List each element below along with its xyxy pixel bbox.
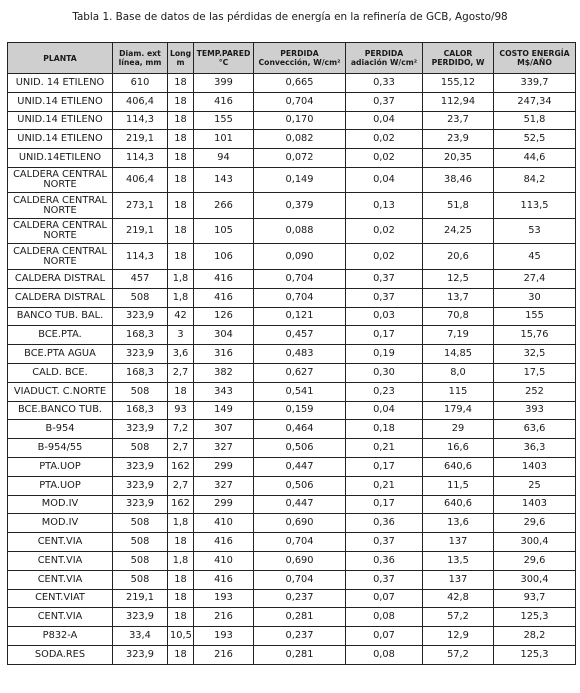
diametro-cell: 406,4 — [113, 167, 168, 193]
temp-pared-cell: 126 — [194, 307, 254, 326]
temp-pared-cell: 416 — [194, 92, 254, 111]
table-row — [8, 457, 576, 476]
longitud-cell: 1,8 — [168, 514, 194, 533]
calor-perdido-cell: 137 — [423, 570, 494, 589]
table-row — [8, 74, 576, 93]
longitud-cell: 42 — [168, 307, 194, 326]
longitud-cell: 1,8 — [168, 269, 194, 288]
perdida-radiacion-cell: 0,17 — [346, 326, 423, 345]
perdida-conveccion-cell: 0,090 — [254, 244, 346, 270]
perdida-radiacion-cell: 0,02 — [346, 244, 423, 270]
perdida-radiacion-cell: 0,36 — [346, 514, 423, 533]
calor-perdido-cell: 11,5 — [423, 476, 494, 495]
planta-cell: BANCO TUB. BAL. — [8, 307, 113, 326]
table-row — [8, 401, 576, 420]
perdida-conveccion-cell: 0,690 — [254, 551, 346, 570]
calor-perdido-cell: 20,35 — [423, 149, 494, 168]
costo-energia-cell: 52,5 — [494, 130, 576, 149]
header-perdida-conveccion: PERDIDA Convección, W/cm² — [254, 43, 346, 74]
perdida-radiacion-cell: 0,37 — [346, 269, 423, 288]
longitud-cell: 3,6 — [168, 345, 194, 364]
planta-cell: UNID.14 ETILENO — [8, 92, 113, 111]
longitud-cell: 18 — [168, 533, 194, 552]
temp-pared-cell: 155 — [194, 111, 254, 130]
costo-energia-cell: 63,6 — [494, 420, 576, 439]
longitud-cell: 18 — [168, 589, 194, 608]
calor-perdido-cell: 23,9 — [423, 130, 494, 149]
perdida-radiacion-cell: 0,07 — [346, 589, 423, 608]
diametro-cell: 457 — [113, 269, 168, 288]
costo-energia-cell: 247,34 — [494, 92, 576, 111]
header-row — [8, 43, 576, 74]
perdida-radiacion-cell: 0,17 — [346, 457, 423, 476]
temp-pared-cell: 299 — [194, 495, 254, 514]
perdida-conveccion-cell: 0,457 — [254, 326, 346, 345]
perdida-conveccion-cell: 0,379 — [254, 193, 346, 219]
planta-cell: CENT.VIA — [8, 570, 113, 589]
header-diametro: Diam. ext línea, mm — [113, 43, 168, 74]
perdida-radiacion-cell: 0,37 — [346, 288, 423, 307]
diametro-cell: 508 — [113, 288, 168, 307]
table-row — [8, 326, 576, 345]
longitud-cell: 18 — [168, 167, 194, 193]
diametro-cell: 219,1 — [113, 218, 168, 244]
costo-energia-cell: 17,5 — [494, 363, 576, 382]
temp-pared-cell: 266 — [194, 193, 254, 219]
perdida-radiacion-cell: 0,02 — [346, 130, 423, 149]
perdida-conveccion-cell: 0,237 — [254, 589, 346, 608]
planta-cell: CENT.VIA — [8, 551, 113, 570]
calor-perdido-cell: 70,8 — [423, 307, 494, 326]
perdida-radiacion-cell: 0,04 — [346, 167, 423, 193]
temp-pared-cell: 193 — [194, 627, 254, 646]
costo-energia-cell: 29,6 — [494, 551, 576, 570]
perdida-radiacion-cell: 0,33 — [346, 74, 423, 93]
costo-energia-cell: 84,2 — [494, 167, 576, 193]
diametro-cell: 508 — [113, 570, 168, 589]
table-row — [8, 533, 576, 552]
longitud-cell: 1,8 — [168, 288, 194, 307]
calor-perdido-cell: 14,85 — [423, 345, 494, 364]
diametro-cell: 323,9 — [113, 476, 168, 495]
planta-cell: B-954 — [8, 420, 113, 439]
perdida-conveccion-cell: 0,627 — [254, 363, 346, 382]
perdida-radiacion-cell: 0,07 — [346, 627, 423, 646]
diametro-cell: 508 — [113, 533, 168, 552]
temp-pared-cell: 143 — [194, 167, 254, 193]
temp-pared-cell: 106 — [194, 244, 254, 270]
perdida-radiacion-cell: 0,36 — [346, 551, 423, 570]
calor-perdido-cell: 23,7 — [423, 111, 494, 130]
table-row — [8, 645, 576, 664]
calor-perdido-cell: 155,12 — [423, 74, 494, 93]
diametro-cell: 168,3 — [113, 363, 168, 382]
calor-perdido-cell: 12,9 — [423, 627, 494, 646]
perdida-conveccion-cell: 0,082 — [254, 130, 346, 149]
calor-perdido-cell: 112,94 — [423, 92, 494, 111]
table-row — [8, 130, 576, 149]
diametro-cell: 406,4 — [113, 92, 168, 111]
header-planta: PLANTA — [8, 43, 113, 74]
planta-cell: CALDERA CENTRAL NORTE — [8, 193, 113, 219]
diametro-cell: 610 — [113, 74, 168, 93]
temp-pared-cell: 105 — [194, 218, 254, 244]
table-row — [8, 307, 576, 326]
calor-perdido-cell: 29 — [423, 420, 494, 439]
temp-pared-cell: 101 — [194, 130, 254, 149]
header-perdida-radiacion: PERDIDA adiación W/cm² — [346, 43, 423, 74]
longitud-cell: 18 — [168, 92, 194, 111]
calor-perdido-cell: 24,25 — [423, 218, 494, 244]
temp-pared-cell: 410 — [194, 551, 254, 570]
perdida-radiacion-cell: 0,21 — [346, 439, 423, 458]
perdida-conveccion-cell: 0,665 — [254, 74, 346, 93]
temp-pared-cell: 343 — [194, 382, 254, 401]
perdida-conveccion-cell: 0,281 — [254, 608, 346, 627]
perdida-conveccion-cell: 0,072 — [254, 149, 346, 168]
perdida-radiacion-cell: 0,04 — [346, 111, 423, 130]
diametro-cell: 508 — [113, 551, 168, 570]
longitud-cell: 2,7 — [168, 439, 194, 458]
costo-energia-cell: 93,7 — [494, 589, 576, 608]
calor-perdido-cell: 640,6 — [423, 457, 494, 476]
perdida-conveccion-cell: 0,464 — [254, 420, 346, 439]
calor-perdido-cell: 20,6 — [423, 244, 494, 270]
perdida-conveccion-cell: 0,149 — [254, 167, 346, 193]
longitud-cell: 93 — [168, 401, 194, 420]
perdida-radiacion-cell: 0,04 — [346, 401, 423, 420]
costo-energia-cell: 45 — [494, 244, 576, 270]
perdida-radiacion-cell: 0,08 — [346, 645, 423, 664]
perdida-radiacion-cell: 0,21 — [346, 476, 423, 495]
planta-cell: PTA.UOP — [8, 457, 113, 476]
calor-perdido-cell: 12,5 — [423, 269, 494, 288]
costo-energia-cell: 51,8 — [494, 111, 576, 130]
planta-cell: CENT.VIA — [8, 608, 113, 627]
calor-perdido-cell: 13,6 — [423, 514, 494, 533]
calor-perdido-cell: 51,8 — [423, 193, 494, 219]
temp-pared-cell: 416 — [194, 533, 254, 552]
costo-energia-cell: 252 — [494, 382, 576, 401]
perdida-radiacion-cell: 0,17 — [346, 495, 423, 514]
table-row — [8, 193, 576, 219]
planta-cell: CENT.VIA — [8, 533, 113, 552]
table-row — [8, 92, 576, 111]
header-costo-energia: COSTO ENERGÍA M$/AÑO — [494, 43, 576, 74]
temp-pared-cell: 304 — [194, 326, 254, 345]
calor-perdido-cell: 179,4 — [423, 401, 494, 420]
perdida-radiacion-cell: 0,23 — [346, 382, 423, 401]
costo-energia-cell: 44,6 — [494, 149, 576, 168]
costo-energia-cell: 53 — [494, 218, 576, 244]
planta-cell: CALDERA CENTRAL NORTE — [8, 167, 113, 193]
perdida-radiacion-cell: 0,03 — [346, 307, 423, 326]
diametro-cell: 33,4 — [113, 627, 168, 646]
longitud-cell: 2,7 — [168, 476, 194, 495]
temp-pared-cell: 416 — [194, 570, 254, 589]
perdida-conveccion-cell: 0,088 — [254, 218, 346, 244]
longitud-cell: 2,7 — [168, 363, 194, 382]
costo-energia-cell: 155 — [494, 307, 576, 326]
temp-pared-cell: 307 — [194, 420, 254, 439]
longitud-cell: 1,8 — [168, 551, 194, 570]
header-temp-pared: TEMP.PARED °C — [194, 43, 254, 74]
costo-energia-cell: 30 — [494, 288, 576, 307]
header-calor-perdido: CALOR PERDIDO, W — [423, 43, 494, 74]
costo-energia-cell: 339,7 — [494, 74, 576, 93]
diametro-cell: 168,3 — [113, 326, 168, 345]
planta-cell: CALDERA DISTRAL — [8, 269, 113, 288]
table-row — [8, 420, 576, 439]
planta-cell: CALDERA CENTRAL NORTE — [8, 244, 113, 270]
perdida-conveccion-cell: 0,704 — [254, 288, 346, 307]
diametro-cell: 323,9 — [113, 645, 168, 664]
temp-pared-cell: 416 — [194, 288, 254, 307]
planta-cell: P832-A — [8, 627, 113, 646]
perdida-radiacion-cell: 0,08 — [346, 608, 423, 627]
diametro-cell: 323,9 — [113, 307, 168, 326]
table-body — [8, 74, 576, 665]
costo-energia-cell: 125,3 — [494, 645, 576, 664]
planta-cell: CALDERA CENTRAL NORTE — [8, 218, 113, 244]
temp-pared-cell: 327 — [194, 439, 254, 458]
table-row — [8, 345, 576, 364]
longitud-cell: 18 — [168, 608, 194, 627]
longitud-cell: 7,2 — [168, 420, 194, 439]
table-row — [8, 627, 576, 646]
header-longitud: Long m — [168, 43, 194, 74]
calor-perdido-cell: 13,7 — [423, 288, 494, 307]
perdida-radiacion-cell: 0,37 — [346, 533, 423, 552]
perdida-radiacion-cell: 0,02 — [346, 149, 423, 168]
temp-pared-cell: 193 — [194, 589, 254, 608]
perdida-radiacion-cell: 0,30 — [346, 363, 423, 382]
calor-perdido-cell: 640,6 — [423, 495, 494, 514]
costo-energia-cell: 32,5 — [494, 345, 576, 364]
perdida-conveccion-cell: 0,704 — [254, 269, 346, 288]
planta-cell: UNID.14 ETILENO — [8, 111, 113, 130]
longitud-cell: 10,5 — [168, 627, 194, 646]
costo-energia-cell: 393 — [494, 401, 576, 420]
planta-cell: BCE.BANCO TUB. — [8, 401, 113, 420]
perdida-radiacion-cell: 0,13 — [346, 193, 423, 219]
longitud-cell: 18 — [168, 111, 194, 130]
temp-pared-cell: 149 — [194, 401, 254, 420]
planta-cell: PTA.UOP — [8, 476, 113, 495]
table-row — [8, 149, 576, 168]
calor-perdido-cell: 38,46 — [423, 167, 494, 193]
diametro-cell: 323,9 — [113, 608, 168, 627]
planta-cell: BCE.PTA. — [8, 326, 113, 345]
table-row — [8, 363, 576, 382]
perdida-conveccion-cell: 0,159 — [254, 401, 346, 420]
table-row — [8, 608, 576, 627]
perdida-radiacion-cell: 0,37 — [346, 570, 423, 589]
table-row — [8, 218, 576, 244]
longitud-cell: 18 — [168, 193, 194, 219]
temp-pared-cell: 399 — [194, 74, 254, 93]
diametro-cell: 323,9 — [113, 495, 168, 514]
perdida-conveccion-cell: 0,237 — [254, 627, 346, 646]
perdida-conveccion-cell: 0,483 — [254, 345, 346, 364]
perdida-conveccion-cell: 0,121 — [254, 307, 346, 326]
temp-pared-cell: 316 — [194, 345, 254, 364]
perdida-conveccion-cell: 0,704 — [254, 570, 346, 589]
planta-cell: CALDERA DISTRAL — [8, 288, 113, 307]
table-row — [8, 551, 576, 570]
longitud-cell: 18 — [168, 570, 194, 589]
diametro-cell: 219,1 — [113, 589, 168, 608]
diametro-cell: 114,3 — [113, 111, 168, 130]
perdida-conveccion-cell: 0,506 — [254, 476, 346, 495]
table-row — [8, 111, 576, 130]
diametro-cell: 114,3 — [113, 149, 168, 168]
longitud-cell: 18 — [168, 382, 194, 401]
perdida-conveccion-cell: 0,704 — [254, 533, 346, 552]
perdida-conveccion-cell: 0,704 — [254, 92, 346, 111]
costo-energia-cell: 25 — [494, 476, 576, 495]
perdida-radiacion-cell: 0,02 — [346, 218, 423, 244]
perdida-radiacion-cell: 0,19 — [346, 345, 423, 364]
temp-pared-cell: 299 — [194, 457, 254, 476]
costo-energia-cell: 15,76 — [494, 326, 576, 345]
perdida-conveccion-cell: 0,281 — [254, 645, 346, 664]
longitud-cell: 162 — [168, 457, 194, 476]
planta-cell: B-954/55 — [8, 439, 113, 458]
perdida-radiacion-cell: 0,18 — [346, 420, 423, 439]
calor-perdido-cell: 8,0 — [423, 363, 494, 382]
longitud-cell: 18 — [168, 130, 194, 149]
table-row — [8, 589, 576, 608]
planta-cell: MOD.IV — [8, 514, 113, 533]
temp-pared-cell: 410 — [194, 514, 254, 533]
planta-cell: UNID.14ETILENO — [8, 149, 113, 168]
table-row — [8, 167, 576, 193]
temp-pared-cell: 94 — [194, 149, 254, 168]
costo-energia-cell: 125,3 — [494, 608, 576, 627]
table-row — [8, 269, 576, 288]
diametro-cell: 273,1 — [113, 193, 168, 219]
table-row — [8, 288, 576, 307]
longitud-cell: 18 — [168, 149, 194, 168]
costo-energia-cell: 28,2 — [494, 627, 576, 646]
calor-perdido-cell: 57,2 — [423, 645, 494, 664]
planta-cell: CALD. BCE. — [8, 363, 113, 382]
calor-perdido-cell: 137 — [423, 533, 494, 552]
diametro-cell: 508 — [113, 382, 168, 401]
costo-energia-cell: 113,5 — [494, 193, 576, 219]
temp-pared-cell: 382 — [194, 363, 254, 382]
perdida-conveccion-cell: 0,690 — [254, 514, 346, 533]
costo-energia-cell: 1403 — [494, 457, 576, 476]
diametro-cell: 508 — [113, 439, 168, 458]
perdida-conveccion-cell: 0,506 — [254, 439, 346, 458]
temp-pared-cell: 416 — [194, 269, 254, 288]
planta-cell: SODA.RES — [8, 645, 113, 664]
costo-energia-cell: 1403 — [494, 495, 576, 514]
temp-pared-cell: 216 — [194, 608, 254, 627]
costo-energia-cell: 29,6 — [494, 514, 576, 533]
table-row — [8, 476, 576, 495]
longitud-cell: 18 — [168, 244, 194, 270]
table-row — [8, 514, 576, 533]
perdida-conveccion-cell: 0,447 — [254, 495, 346, 514]
diametro-cell: 114,3 — [113, 244, 168, 270]
planta-cell: MOD.IV — [8, 495, 113, 514]
perdida-radiacion-cell: 0,37 — [346, 92, 423, 111]
temp-pared-cell: 216 — [194, 645, 254, 664]
calor-perdido-cell: 7,19 — [423, 326, 494, 345]
planta-cell: UNID.14 ETILENO — [8, 130, 113, 149]
diametro-cell: 219,1 — [113, 130, 168, 149]
table-row — [8, 244, 576, 270]
temp-pared-cell: 327 — [194, 476, 254, 495]
perdida-conveccion-cell: 0,541 — [254, 382, 346, 401]
energy-loss-table — [7, 42, 576, 665]
perdida-conveccion-cell: 0,447 — [254, 457, 346, 476]
table-row — [8, 439, 576, 458]
costo-energia-cell: 36,3 — [494, 439, 576, 458]
longitud-cell: 18 — [168, 645, 194, 664]
planta-cell: UNID. 14 ETILENO — [8, 74, 113, 93]
table-row — [8, 570, 576, 589]
calor-perdido-cell: 13,5 — [423, 551, 494, 570]
table-row — [8, 495, 576, 514]
longitud-cell: 18 — [168, 74, 194, 93]
calor-perdido-cell: 57,2 — [423, 608, 494, 627]
calor-perdido-cell: 16,6 — [423, 439, 494, 458]
costo-energia-cell: 27,4 — [494, 269, 576, 288]
diametro-cell: 508 — [113, 514, 168, 533]
longitud-cell: 162 — [168, 495, 194, 514]
table-row — [8, 382, 576, 401]
planta-cell: CENT.VIAT — [8, 589, 113, 608]
diametro-cell: 323,9 — [113, 345, 168, 364]
diametro-cell: 323,9 — [113, 457, 168, 476]
diametro-cell: 168,3 — [113, 401, 168, 420]
diametro-cell: 323,9 — [113, 420, 168, 439]
table-caption: Tabla 1. Base de datos de las pérdidas de energía en la refinería de GCB, Agosto/98 — [72, 11, 508, 23]
costo-energia-cell: 300,4 — [494, 570, 576, 589]
calor-perdido-cell: 42,8 — [423, 589, 494, 608]
planta-cell: BCE.PTA AGUA — [8, 345, 113, 364]
calor-perdido-cell: 115 — [423, 382, 494, 401]
longitud-cell: 18 — [168, 218, 194, 244]
longitud-cell: 3 — [168, 326, 194, 345]
costo-energia-cell: 300,4 — [494, 533, 576, 552]
perdida-conveccion-cell: 0,170 — [254, 111, 346, 130]
planta-cell: VIADUCT. C.NORTE — [8, 382, 113, 401]
